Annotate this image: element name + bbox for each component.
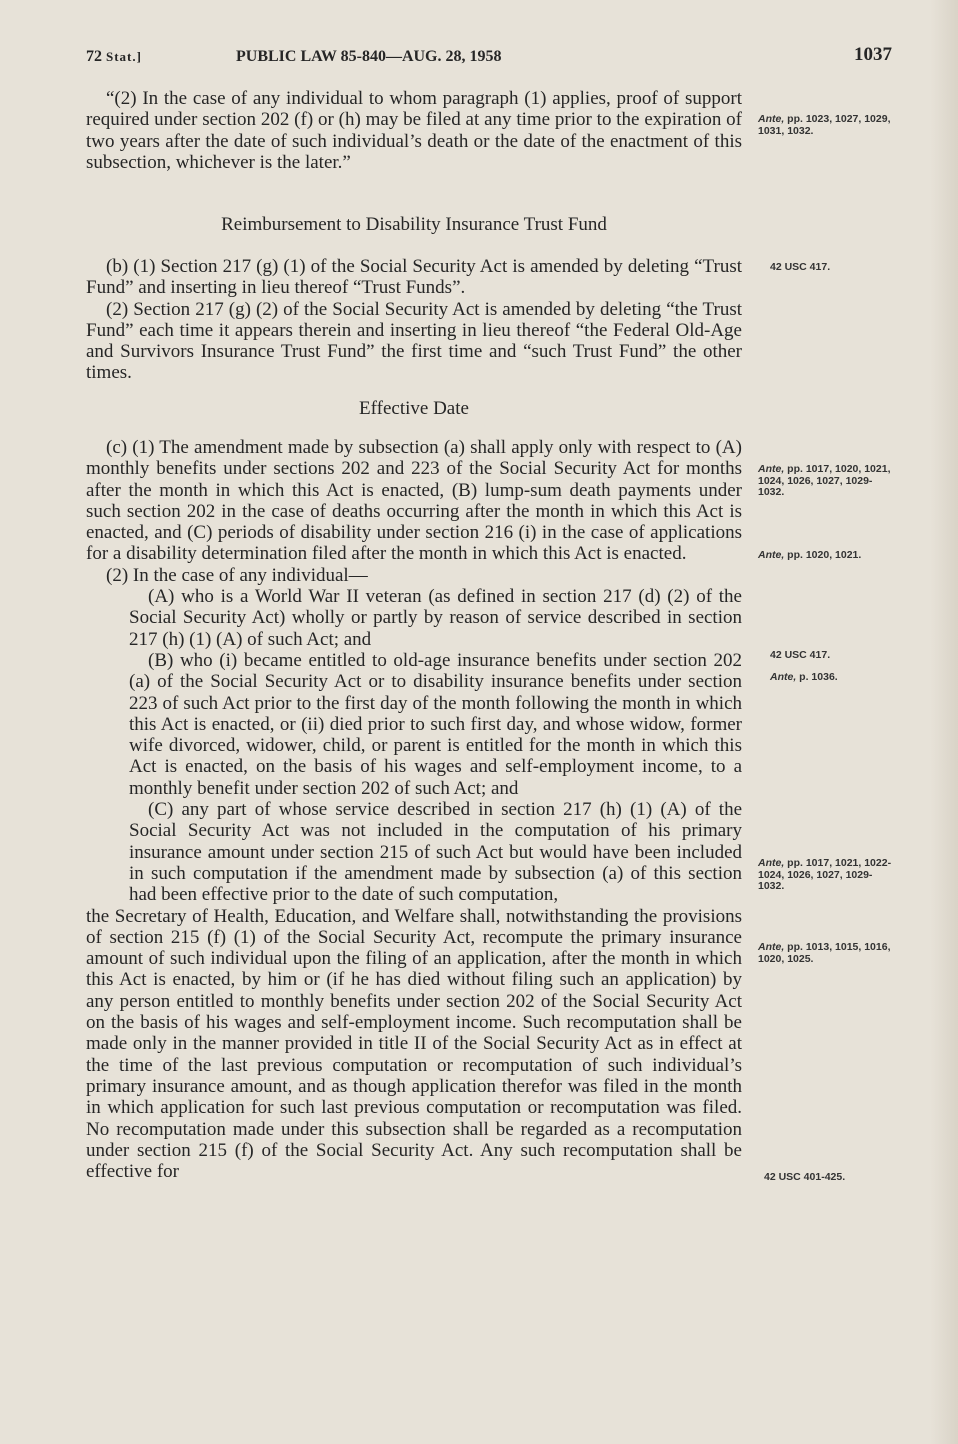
section-heading-reimbursement: Reimbursement to Disability Insurance Trust Fund (221, 214, 607, 235)
paragraph-b1: (b) (1) Section 217 (g) (1) of the Social Security Act is amended by deleting “Trust Fund” and inserting in lieu thereof “Trust Funds”. (86, 256, 742, 299)
margin-note-ante-2: Ante, pp. 1017, 1020, 1021, 1024, 1026, 1027, 1029-1032. (758, 463, 891, 498)
page-number: 1037 (854, 44, 892, 65)
law-title: PUBLIC LAW 85-840—AUG. 28, 1958 (236, 48, 502, 65)
margin-note-usc-3: 42 USC 401-425. (764, 1171, 846, 1183)
clause-a: (A) who is a World War II veteran (as defined in section 217 (d) (2) of the Social Security Act) wholly or partly by reason of service described in section 217 (h) (1) (A) of such Act; and (129, 586, 742, 650)
margin-note-ante-1: Ante, pp. 1023, 1027, 1029, 1031, 1032. (758, 113, 891, 137)
margin-note-ante-6: Ante, pp. 1013, 1015, 1016, 1020, 1025. (758, 941, 891, 965)
paragraph-recompute: the Secretary of Health, Education, and Welfare shall, notwithstanding the provisions of section 215 (f) (1) of the Social Security Act, recompute the primary insurance amount of such individual upon the filing of an application, after the month in which this Act is enacted, by him or (if he has died without filing such an application) by any person entitled to monthly benefits under section 202 of the Social Security Act on the basis of his wages and self-employment income. Such recomputation shall be made only in the manner provided in title II of the Social Security Act as in effect at the time of the last previous computation or recomputation of such individual’s primary insurance amount, and as though application therefor was filed in the month in which application for such last previous computation or recomputation was filed. No recomputation made under this subsection shall be regarded as a recomputation under section 215 (f) of the Social Security Act. Any such recomputation shall be effective for (86, 905, 742, 1183)
page-header (86, 44, 892, 70)
paragraph-c2: (2) In the case of any individual— (106, 564, 368, 586)
margin-note-ante-4: Ante, p. 1036. (770, 671, 838, 683)
paragraph-c1: (c) (1) The amendment made by subsection (a) shall apply only with respect to (A) monthly benefits under sections 202 and 223 of the Social Security Act for months after the month in which this Act is enacted, (B) lump-sum death payments under such section 202 in the case of deaths occurring after the month in which this Act is enacted, and (C) periods of disability under section 216 (i) in the case of applications for a disability determination filed after the month in which this Act is enacted. (86, 437, 742, 565)
paragraph-b2: (2) Section 217 (g) (2) of the Social Security Act is amended by deleting “the Trust Fund” each time it appears therein and inserting in lieu thereof “the Federal Old-Age and Survivors Insurance Trust Fund” the first time and “such Trust Fund” the other times. (86, 298, 742, 384)
margin-note-ante-3: Ante, pp. 1020, 1021. (758, 549, 862, 561)
margin-note-ante-5: Ante, pp. 1017, 1021, 1022-1024, 1026, 1027, 1029-1032. (758, 857, 892, 892)
volume-citation: 72 Stat.] (86, 48, 142, 65)
paragraph-proof-of-support: “(2) In the case of any individual to whom paragraph (1) applies, proof of support required under section 202 (f) or (h) may be filed at any time prior to the expiration of two years after the date of such individual’s death or the date of the enactment of this subsection, whichever is the later.” (86, 88, 742, 173)
subsection-b (86, 256, 742, 384)
section-heading-effective-date: Effective Date (359, 398, 469, 419)
clause-b: (B) who (i) became entitled to old-age insurance benefits under section 202 (a) of the Social Security Act or to disability insurance benefits under section 223 of such Act prior to the first day of the month following the month in which this Act is enacted, or (ii) died prior to such first day, and whose widow, former wife divorced, widower, child, or parent is entitled for the month in which this Act is enacted, on the basis of his wages and self-employment income, to a monthly benefit under section 202 of such Act; and (129, 649, 742, 799)
subsection-c (86, 437, 742, 1182)
clause-c: (C) any part of whose service described in section 217 (h) (1) (A) of the Social Security Act was not included in the computation of his primary insurance amount under section 215 of such Act but would have been included in such computation if the amendment made by subsection (a) of this section had been effective prior to the date of such computation, (129, 799, 742, 906)
margin-note-usc-2: 42 USC 417. (770, 649, 831, 661)
margin-note-usc-1: 42 USC 417. (770, 261, 831, 273)
page-edge (930, 0, 958, 1444)
